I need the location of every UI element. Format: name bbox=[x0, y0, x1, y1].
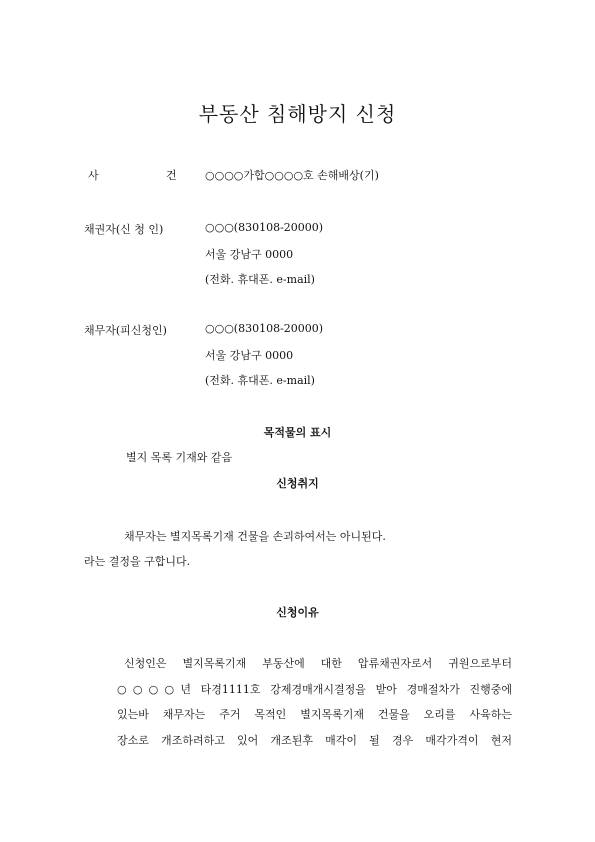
reason-line-2: ○○○○년 타경1111호 강제경매개시결정을 받아 경매절차가 진행중에 bbox=[117, 683, 512, 696]
object-text: 별지 목록 기재와 같음 bbox=[126, 451, 233, 464]
reason-heading: 신청이유 bbox=[276, 606, 319, 619]
creditor-address: 서울 강남구 0000 bbox=[205, 248, 294, 261]
purpose-line-2: 라는 결정을 구합니다. bbox=[84, 555, 191, 568]
reason-line-3: 있는바 채무자는 주거 목적인 별지목록기재 건물을 오리를 사육하는 bbox=[117, 708, 512, 721]
case-value: ○○○○가합○○○○호 손해배상(기) bbox=[205, 169, 379, 182]
debtor-label: 채무자(피신청인) bbox=[84, 324, 167, 337]
creditor-name: ○○○(830108-20000) bbox=[205, 221, 324, 234]
object-heading: 목적물의 표시 bbox=[263, 426, 332, 439]
debtor-name: ○○○(830108-20000) bbox=[205, 322, 324, 335]
debtor-contact: (전화. 휴대폰. e-mail) bbox=[205, 374, 315, 387]
document-title: 부동산 침해방지 신청 bbox=[198, 102, 397, 126]
case-label-right: 건 bbox=[166, 169, 177, 182]
reason-line-1: 신청인은 별지목록기재 부동산에 대한 압류채권자로서 귀원으로부터 bbox=[124, 657, 512, 670]
purpose-line-1: 채무자는 별지목록기재 건물을 손괴하여서는 아니된다. bbox=[124, 530, 386, 543]
purpose-heading: 신청취지 bbox=[276, 477, 319, 490]
reason-line-4: 장소로 개조하려하고 있어 개조된후 매각이 될 경우 매각가격이 현저 bbox=[117, 734, 512, 747]
case-label-left: 사 bbox=[88, 169, 99, 182]
creditor-label: 채권자(신 청 인) bbox=[84, 223, 164, 236]
debtor-address: 서울 강남구 0000 bbox=[205, 349, 294, 362]
creditor-contact: (전화. 휴대폰. e-mail) bbox=[205, 273, 315, 286]
